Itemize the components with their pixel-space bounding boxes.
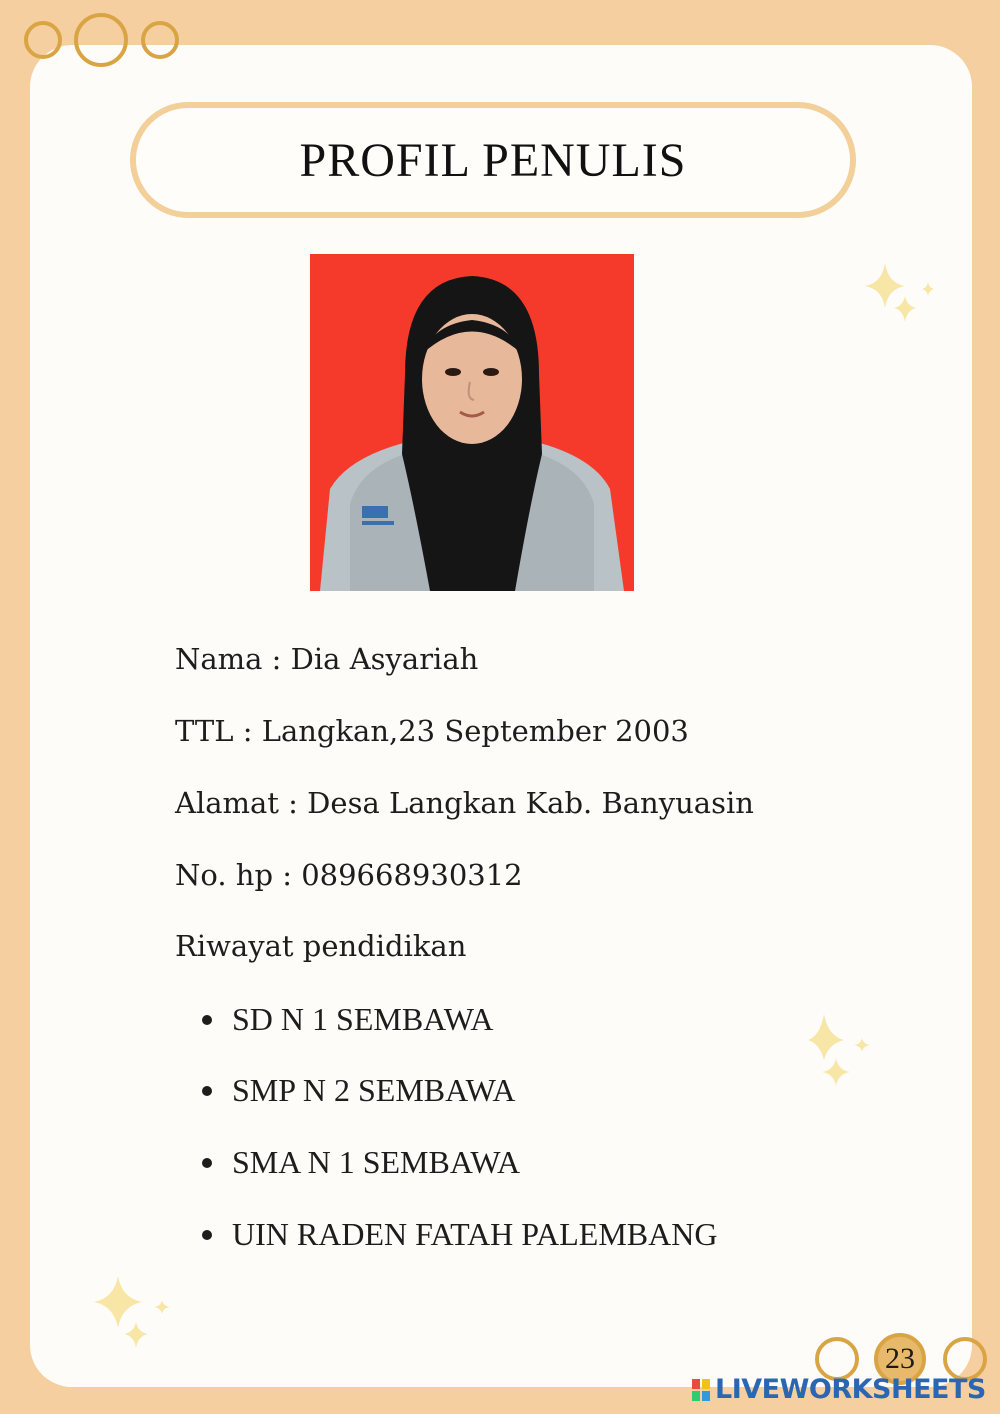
- bullet-icon: [202, 1086, 212, 1096]
- list-item: [202, 1144, 520, 1181]
- info-ttl: TTL : Langkan,23 September 2003: [175, 714, 689, 748]
- portrait-illustration: [310, 254, 634, 591]
- info-nama: Nama : Dia Asyariah: [175, 642, 479, 676]
- page-title: PROFIL PENULIS: [299, 133, 687, 187]
- education-label: SD N 1 SEMBAWA: [232, 1001, 494, 1037]
- list-item: [202, 1001, 493, 1038]
- education-label: UIN RADEN FATAH PALEMBANG: [232, 1216, 718, 1252]
- info-riwayat-heading: Riwayat pendidikan: [175, 929, 467, 963]
- bullet-icon: [202, 1230, 212, 1240]
- sparkle-icon: [90, 1272, 180, 1352]
- list-item: [202, 1216, 717, 1253]
- decor-ring-1: [24, 21, 62, 59]
- page-number: 23: [874, 1333, 926, 1385]
- bullet-icon: [202, 1158, 212, 1168]
- portrait-photo: [310, 254, 634, 591]
- info-alamat: Alamat : Desa Langkan Kab. Banyuasin: [175, 786, 754, 820]
- decor-ring-2: [74, 13, 128, 67]
- education-label: SMP N 2 SEMBAWA: [232, 1072, 516, 1108]
- sparkle-icon: [806, 1010, 876, 1090]
- list-item: [202, 1072, 515, 1109]
- decor-ring-3: [141, 21, 179, 59]
- title-banner: [130, 102, 856, 218]
- watermark[interactable]: [692, 1374, 986, 1405]
- education-label: SMA N 1 SEMBAWA: [232, 1144, 521, 1180]
- bullet-icon: [202, 1015, 212, 1025]
- sparkle-icon: [860, 258, 940, 333]
- info-nohp: No. hp : 089668930312: [175, 858, 523, 892]
- watermark-text: LIVEWORKSHEETS: [715, 1374, 986, 1405]
- liveworksheets-logo-icon: [692, 1379, 710, 1401]
